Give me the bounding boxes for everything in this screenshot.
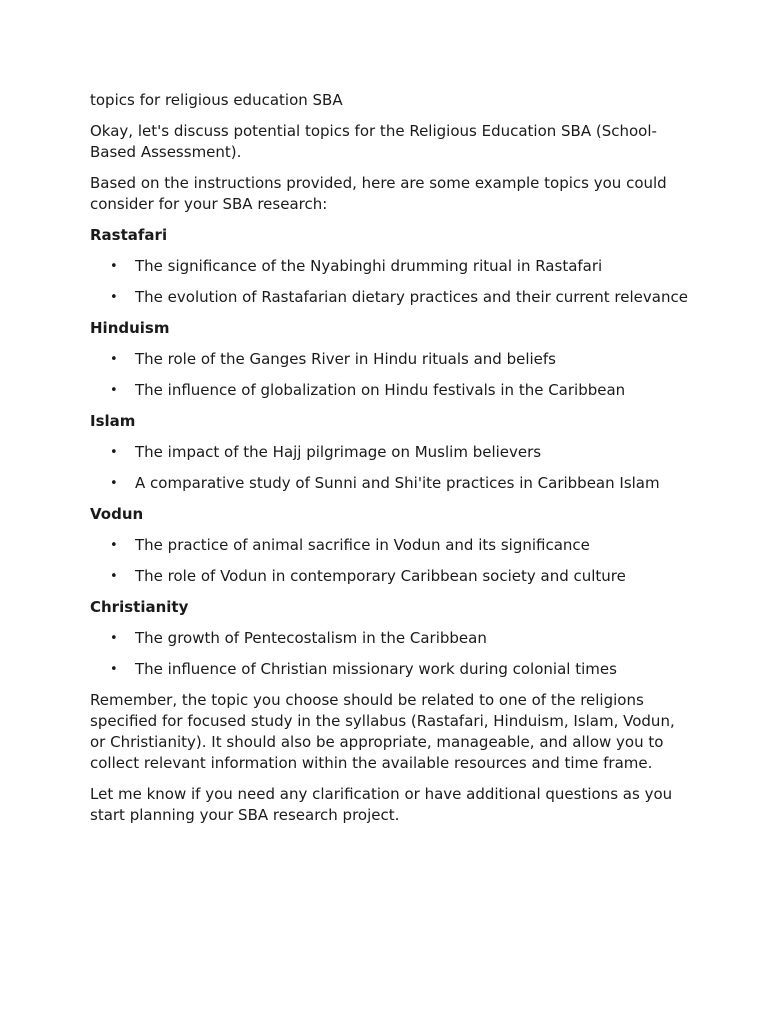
list-item-text: The impact of the Hajj pilgrimage on Muslim believers: [135, 443, 542, 461]
list-item: [90, 380, 690, 401]
section-rastafari: [90, 225, 690, 308]
list-item-text: The significance of the Nyabinghi drumming ritual in Rastafari: [135, 257, 603, 275]
list-item-text: The influence of Christian missionary work during colonial times: [135, 660, 617, 678]
list-item-text: The evolution of Rastafarian dietary practices and their current relevance: [135, 288, 688, 306]
intro-paragraph: Based on the instructions provided, here are some example topics you could consider for your SBA research:: [90, 174, 667, 213]
list-item: [90, 473, 690, 494]
section-christianity: [90, 597, 690, 680]
bullet-icon: •: [110, 569, 118, 584]
section-heading: Rastafari: [90, 226, 168, 244]
topic-list: [90, 256, 690, 308]
section-vodun: [90, 504, 690, 587]
section-heading: Christianity: [90, 598, 189, 616]
bullet-icon: •: [110, 352, 118, 367]
section-hinduism: [90, 318, 690, 401]
topic-list: [90, 349, 690, 401]
bullet-icon: •: [110, 631, 118, 646]
bullet-icon: •: [110, 290, 118, 305]
list-item: [90, 349, 690, 370]
list-item: [90, 287, 690, 308]
topic-list: [90, 628, 690, 680]
topic-list: [90, 535, 690, 587]
list-item-text: The influence of globalization on Hindu festivals in the Caribbean: [135, 381, 626, 399]
list-item-text: The role of the Ganges River in Hindu rituals and beliefs: [135, 350, 556, 368]
section-heading: Hinduism: [90, 319, 170, 337]
document-page: [90, 90, 690, 836]
bullet-icon: •: [110, 383, 118, 398]
bullet-icon: •: [110, 476, 118, 491]
section-heading: Vodun: [90, 505, 144, 523]
section-islam: [90, 411, 690, 494]
list-item: [90, 535, 690, 556]
section-heading: Islam: [90, 412, 136, 430]
list-item: [90, 628, 690, 649]
list-item: [90, 256, 690, 277]
list-item-text: The growth of Pentecostalism in the Caribbean: [135, 629, 487, 647]
list-item-text: The role of Vodun in contemporary Caribbean society and culture: [135, 567, 626, 585]
list-item: [90, 566, 690, 587]
list-item-text: A comparative study of Sunni and Shi'ite practices in Caribbean Islam: [135, 474, 660, 492]
user-query: topics for religious education SBA: [90, 91, 343, 109]
bullet-icon: •: [110, 259, 118, 274]
outro-paragraph: Let me know if you need any clarification or have additional questions as you start planning your SBA research project.: [90, 785, 673, 824]
bullet-icon: •: [110, 662, 118, 677]
bullet-icon: •: [110, 538, 118, 553]
list-item: [90, 442, 690, 463]
list-item-text: The practice of animal sacrifice in Vodun and its significance: [135, 536, 590, 554]
list-item: [90, 659, 690, 680]
outro-paragraph: Remember, the topic you choose should be related to one of the religions specified for focused study in the syllabus (Rastafari, Hinduism, Islam, Vodun, or Christianity). It should also be appropriate, manageable, and allow you to collect relevant information within the available resources and time frame.: [90, 691, 675, 772]
topic-list: [90, 442, 690, 494]
intro-paragraph: Okay, let's discuss potential topics for the Religious Education SBA (School-Based Assessment).: [90, 122, 657, 161]
bullet-icon: •: [110, 445, 118, 460]
